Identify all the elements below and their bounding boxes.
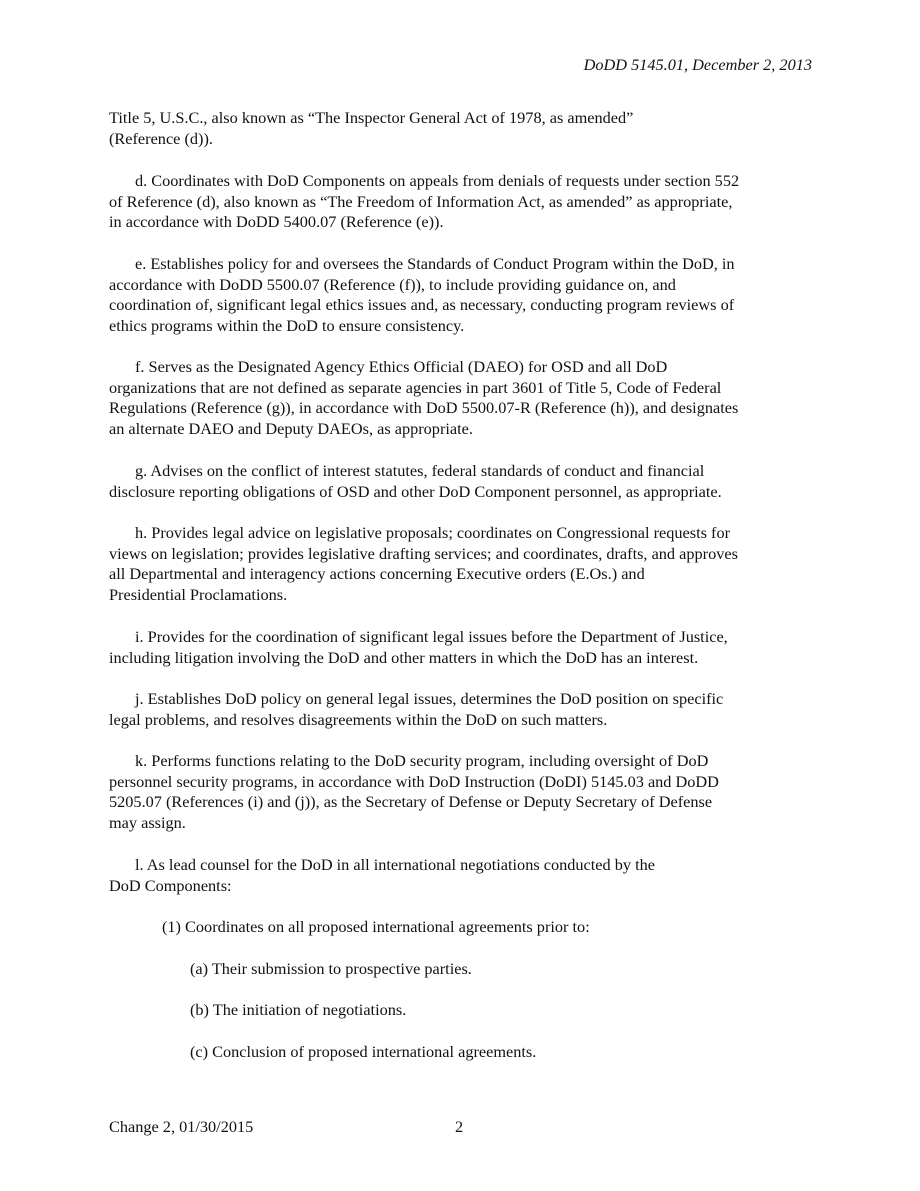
text-line: Regulations (Reference (g)), in accordance with DoD 5500.07-R (Reference (h)), and designates — [109, 398, 739, 418]
text-line: (Reference (d)). — [109, 128, 213, 148]
text-line: l. As lead counsel for the DoD in all international negotiations conducted by the — [135, 855, 655, 874]
text-line: f. Serves as the Designated Agency Ethics Official (DAEO) for OSD and all DoD — [135, 357, 668, 376]
text-line: in accordance with DoDD 5400.07 (Reference (e)). — [109, 212, 444, 232]
text-line: g. Advises on the conflict of interest statutes, federal standards of conduct and financial — [135, 461, 705, 480]
text-line: views on legislation; provides legislative drafting services; and coordinates, drafts, and approves — [109, 543, 738, 563]
text-line: d. Coordinates with DoD Components on appeals from denials of requests under section 552 — [135, 171, 740, 190]
paragraph-h — [109, 523, 811, 606]
text-line: 5205.07 (References (i) and (j)), as the Secretary of Defense or Deputy Secretary of Defense — [109, 792, 713, 812]
running-header: DoDD 5145.01, December 2, 2013 — [583, 55, 812, 74]
paragraph-intro — [109, 108, 811, 149]
text-line: may assign. — [109, 813, 186, 833]
text-line: an alternate DAEO and Deputy DAEOs, as appropriate. — [109, 419, 473, 439]
text-line: Presidential Proclamations. — [109, 585, 288, 605]
text-line: k. Performs functions relating to the DoD security program, including oversight of DoD — [135, 751, 709, 770]
text-line: Title 5, U.S.C., also known as “The Inspector General Act of 1978, as amended” — [109, 108, 634, 127]
text-line: h. Provides legal advice on legislative proposals; coordinates on Congressional requests for — [135, 523, 731, 542]
paragraph-j — [109, 689, 811, 730]
paragraph-d — [109, 171, 811, 233]
paragraph-l — [109, 855, 811, 896]
text-line: legal problems, and resolves disagreements within the DoD on such matters. — [109, 709, 608, 729]
subparagraph-l-1-c: (c) Conclusion of proposed international agreements. — [190, 1042, 537, 1061]
page-number: 2 — [455, 1117, 464, 1136]
text-line: e. Establishes policy for and oversees the Standards of Conduct Program within the DoD, in — [135, 254, 735, 273]
text-line: disclosure reporting obligations of OSD and other DoD Component personnel, as appropriate. — [109, 481, 722, 501]
text-line: personnel security programs, in accordance with DoD Instruction (DoDI) 5145.03 and DoDD — [109, 771, 719, 791]
subparagraph-l-1-b: (b) The initiation of negotiations. — [190, 1000, 407, 1019]
text-line: organizations that are not defined as separate agencies in part 3601 of Title 5, Code of Federal — [109, 377, 722, 397]
text-line: coordination of, significant legal ethics issues and, as necessary, conducting program reviews of — [109, 295, 735, 315]
subparagraph-l-1-a: (a) Their submission to prospective parties. — [190, 959, 472, 978]
text-line: all Departmental and interagency actions concerning Executive orders (E.Os.) and — [109, 564, 645, 584]
text-line: j. Establishes DoD policy on general legal issues, determines the DoD position on specific — [135, 689, 724, 708]
subparagraph-l-1: (1) Coordinates on all proposed international agreements prior to: — [162, 917, 590, 936]
text-line: i. Provides for the coordination of significant legal issues before the Department of Justice, — [135, 627, 728, 646]
paragraph-i — [109, 627, 811, 668]
paragraph-k — [109, 751, 811, 834]
text-line: including litigation involving the DoD and other matters in which the DoD has an interest. — [109, 647, 699, 667]
text-line: ethics programs within the DoD to ensure consistency. — [109, 316, 465, 336]
footer-change-notice: Change 2, 01/30/2015 — [109, 1117, 254, 1136]
text-line: DoD Components: — [109, 875, 232, 895]
text-line: of Reference (d), also known as “The Freedom of Information Act, as amended” as appropriate, — [109, 191, 733, 211]
paragraph-f — [109, 357, 811, 440]
paragraph-g — [109, 461, 811, 502]
text-line: accordance with DoDD 5500.07 (Reference (f)), to include providing guidance on, and — [109, 274, 676, 294]
paragraph-e — [109, 254, 811, 337]
